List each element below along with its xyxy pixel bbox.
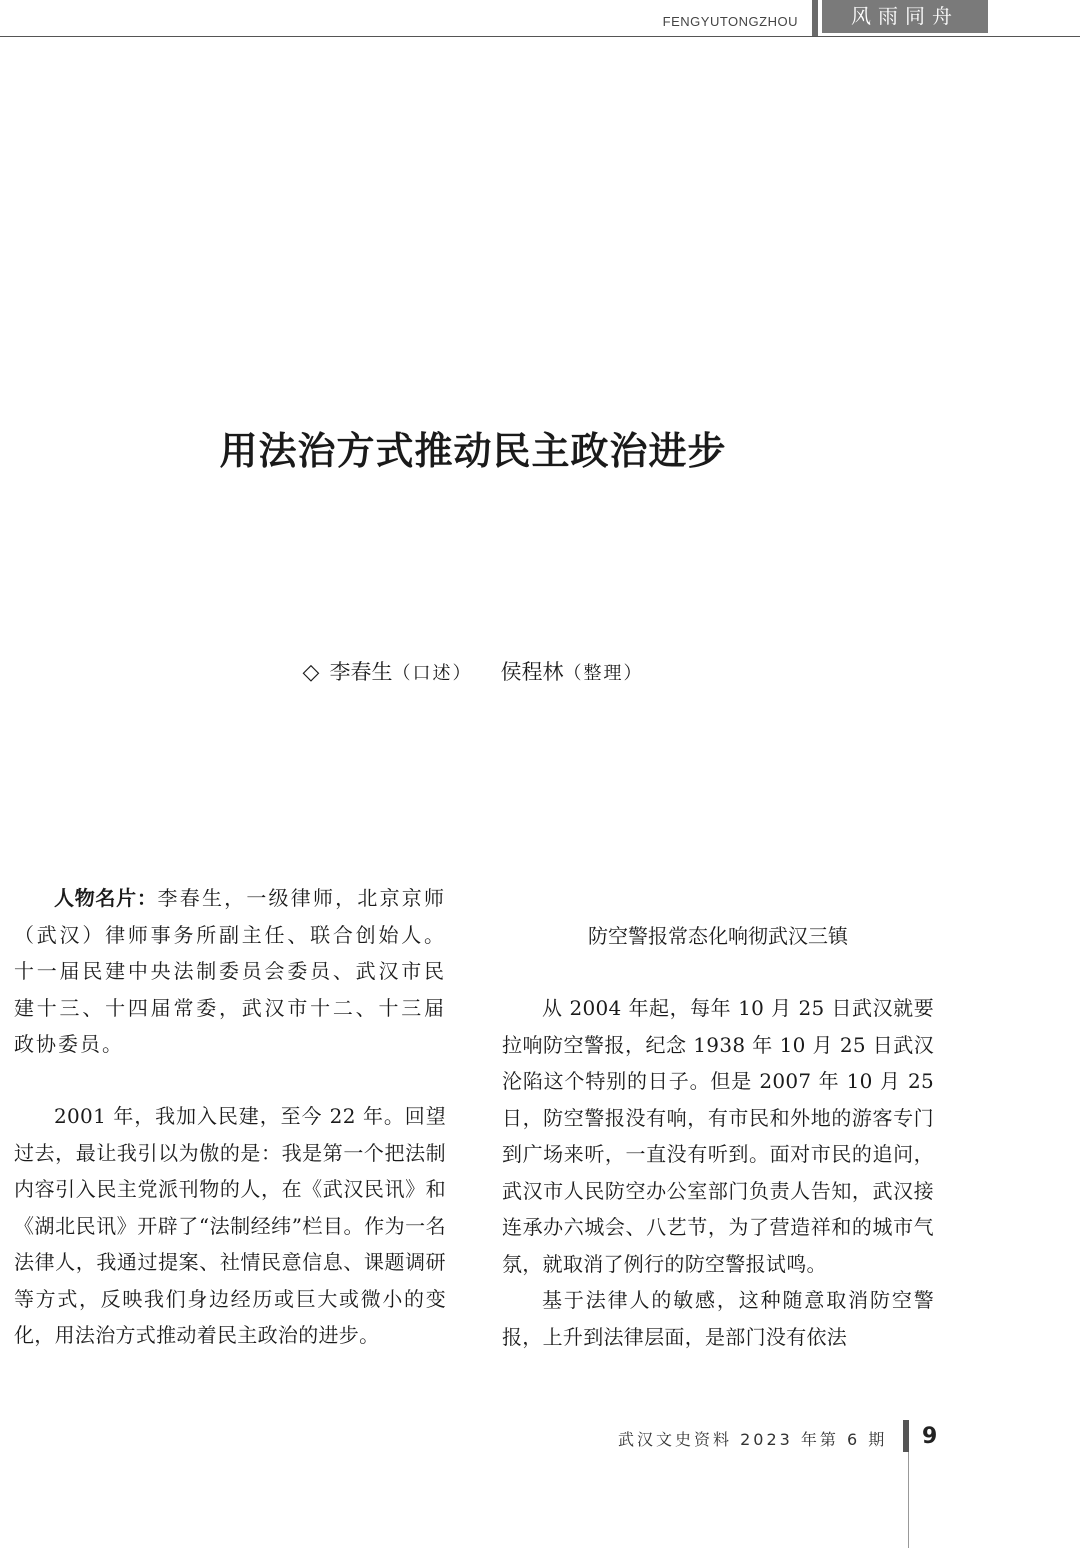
header-english-name: FENGYUTONGZHOU [662,14,798,29]
byline [0,656,946,686]
body-paragraph: 2001 年，我加入民建，至今 22 年。回望过去，最让我引以为傲的是：我是第一个把法制内容引入民主党派刊物的人，在《武汉民讯》和《湖北民讯》开辟了“法制经纬”栏目。作为一名法律人，我通过提案、社情民意信息、课题调研等方式，反映我们身边经历或巨大或微小的变化，用法治方式推动着民主政治的进步。 [14,1104,446,1347]
article-title: 用法治方式推动民主政治进步 [219,428,727,473]
left-column-body [14,1098,446,1354]
footer-accent-bar [903,1420,909,1452]
narrator-role: （口述） [392,663,473,684]
column-name-box [822,0,988,33]
column-name: 风雨同舟 [851,4,959,28]
editor-role: （整理） [563,663,644,684]
narrator-name: 李春生 [329,660,393,684]
diamond-icon: ◇ [302,660,320,685]
section-heading: 防空警报常态化响彻武汉三镇 [588,924,848,948]
footer-divider [908,1452,909,1548]
header-accent-bar [812,0,818,36]
body-paragraph: 从 2004 年起，每年 10 月 25 日武汉就要拉响防空警报，纪念 1938 年 10 月 25 日武汉沦陷这个特别的日子。但是 2007 年 10 月 25 日，防空警报没有响，有市民和外地的游客专门到广场来听，一直没有听到。面对市民的追问，武汉市人民防空办公室部门负责人告知，武汉接连承办六城会、八艺节，为了营造祥和的城市气氛，就取消了例行的防空警报试鸣。 [502,996,934,1276]
page-number: 9 [922,1424,938,1449]
right-column-body [502,990,934,1355]
editor-name: 侯程林 [500,660,564,684]
publication-info: 武汉文史资料 2023 年第 6 期 [618,1430,888,1449]
header-rule [0,36,1080,37]
profile-text: 李春生，一级律师，北京京师（武汉）律师事务所副主任、联合创始人。十一届民建中央法制委员会委员、武汉市民建十三、十四届常委，武汉市十二、十三届政协委员。 [14,886,447,1056]
person-profile [14,880,446,1063]
body-paragraph: 基于法律人的敏感，这种随意取消防空警报，上升到法律层面，是部门没有依法 [502,1288,934,1349]
profile-label: 人物名片： [54,886,158,910]
